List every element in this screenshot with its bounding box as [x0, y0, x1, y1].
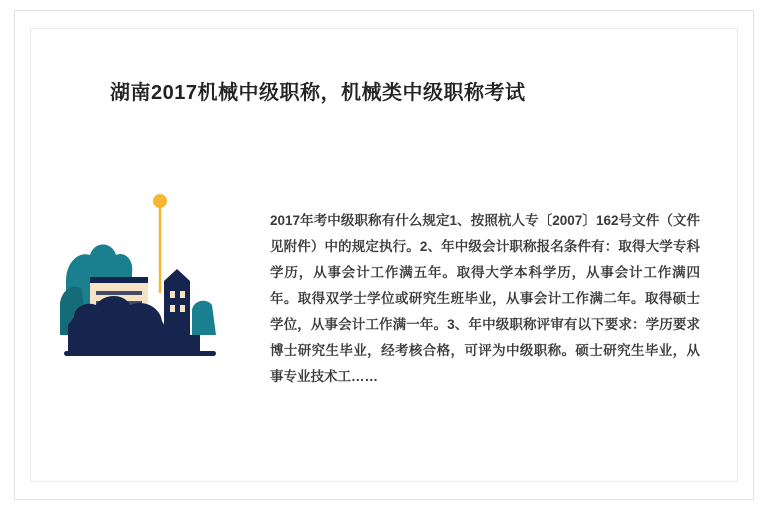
page-title: 湖南2017机械中级职称，机械类中级职称考试 [110, 82, 526, 104]
city-buildings-illustration [60, 185, 230, 365]
article-body: 2017年考中级职称有什么规定1、按照杭人专〔2007〕162号文件（文件见附件）中的规定执行。2、年中级会计职称报名条件有：取得大学专科学历，从事会计工作满五年。取得大学本科学历，从事会计工作满四年。取得双学士学位或研究生班毕业，从事会计工作满二年。取得硕士学位，从事会计工作满一年。3、年中级职称评审有以下要求：学历要求 博士研究生毕业，经考核合格，可评为中级职称。硕士研究生毕业，从事专业技术工…… [270, 213, 700, 384]
